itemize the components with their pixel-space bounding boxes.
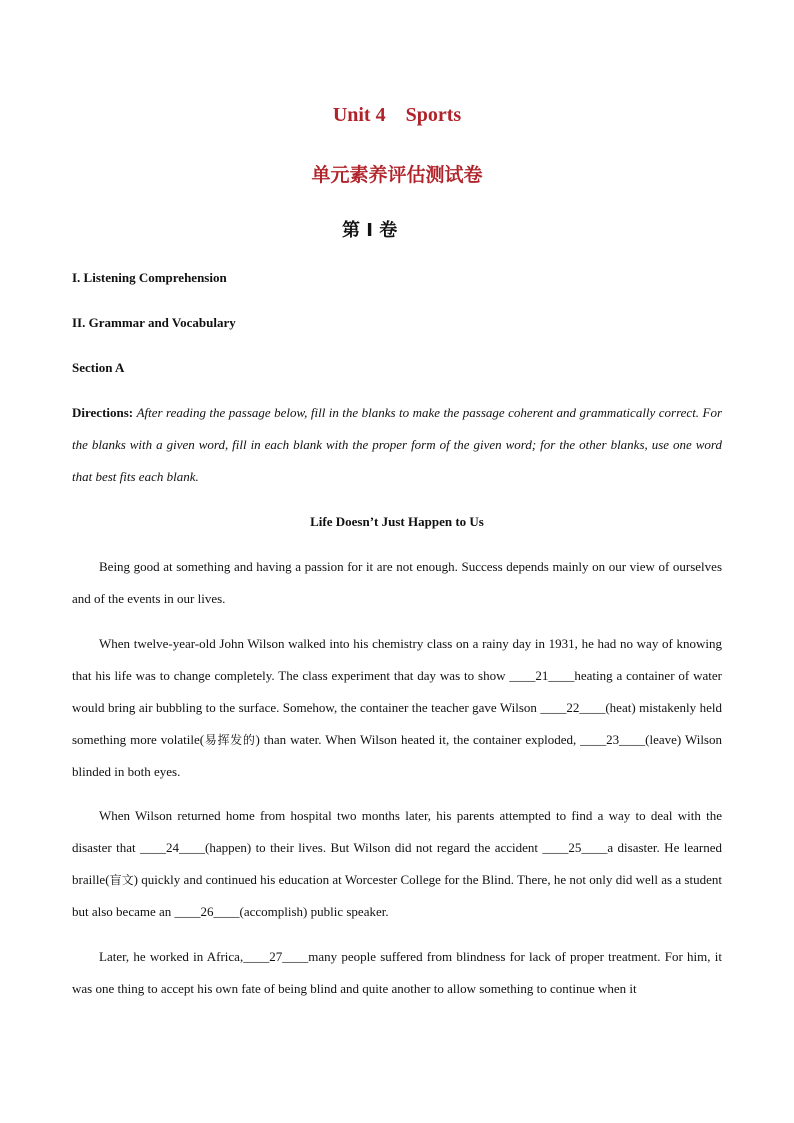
passage-paragraph-2 <box>72 628 722 788</box>
directions-label: Directions: <box>72 405 134 420</box>
volume-title: 第 I 卷 <box>342 220 398 241</box>
directions-paragraph <box>72 397 722 493</box>
paragraph-2-text-start: When twelve-year-old John Wilson walked into his chemistry class on a rainy day in 1931, he had no way of knowing that his life was to change completely. The class experiment that day was to show ____21____heating a container of water would bring air bubbling to the surface. Somehow, the container the teacher gave Wilson ____22____(heat) mistakenly held something more volatile( <box>72 636 722 747</box>
passage-paragraph-1: Being good at something and having a passion for it are not enough. Success depends mainly on our view of ourselves and of the events in our lives. <box>72 559 722 606</box>
paragraph-3-text-start: When Wilson returned home from hospital two months later, his parents attempted to find a way to deal with the disaster that ____24____(happen) to their lives. But Wilson did not regard the accident ____25____a disaster. He learned braille( <box>72 808 722 887</box>
assessment-subtitle: 单元素养评估测试卷 <box>311 164 483 186</box>
unit-title <box>0 104 794 127</box>
section-grammar-heading: II. Grammar and Vocabulary <box>72 315 236 330</box>
unit-topic: Sports <box>405 104 462 126</box>
section-a-heading: Section A <box>72 360 125 375</box>
gloss-braille: 盲文 <box>109 873 134 887</box>
directions-text: After reading the passage below, fill in the blanks to make the passage coherent and grammatically correct. For the blanks with a given word, fill in each blank with the proper form of the given word; for the other blanks, use one word that best fits each blank. <box>72 405 723 484</box>
passage-paragraph-4: Later, he worked in Africa,____27____many people suffered from blindness for lack of proper treatment. For him, it was one thing to accept his own fate of being blind and quite another to allow something to continue when it <box>72 949 722 996</box>
paragraph-3-text-end: ) quickly and continued his education at Worcester College for the Blind. There, he not only did well as a student but also became an ____26____(accomplish) public speaker. <box>72 872 722 919</box>
gloss-volatile: 易挥发的 <box>204 733 256 747</box>
paragraph-2-text-end: ) than water. When Wilson heated it, the container exploded, ____23____(leave) Wilson blinded in both eyes. <box>72 732 722 779</box>
section-listening-heading: I. Listening Comprehension <box>72 270 227 285</box>
passage-title: Life Doesn’t Just Happen to Us <box>310 514 484 529</box>
passage-paragraph-3 <box>72 800 722 928</box>
unit-number: Unit 4 <box>332 104 386 126</box>
